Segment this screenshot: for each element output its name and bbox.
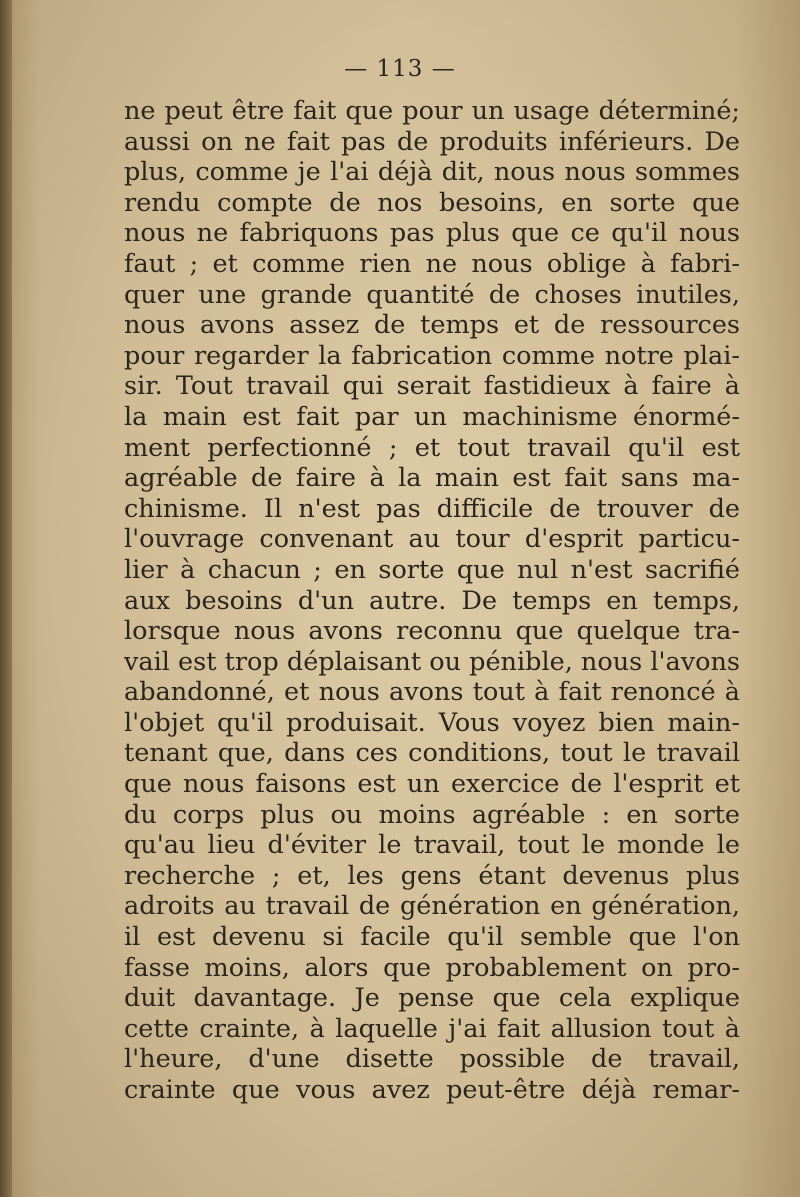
text-line: aussi on ne fait pas de produits inférieurs. De xyxy=(124,126,740,157)
text-line: pour regarder la fabrication comme notre plai- xyxy=(124,340,740,371)
text-line: l'ouvrage convenant au tour d'esprit particu- xyxy=(124,524,740,555)
text-line: sir. Tout travail qui serait fastidieux à faire à xyxy=(124,371,740,402)
text-line: agréable de faire à la main est fait sans ma- xyxy=(124,463,740,494)
text-line: du corps plus ou moins agréable : en sorte xyxy=(124,799,740,830)
text-line: nous avons assez de temps et de ressources xyxy=(124,310,740,341)
text-line: chinisme. Il n'est pas difficile de trouver de xyxy=(124,493,740,524)
text-line: ne peut être fait que pour un usage déterminé; xyxy=(124,96,740,126)
text-line: vail est trop déplaisant ou pénible, nous l'avons xyxy=(124,646,740,677)
text-line: l'heure, d'une disette possible de travail, xyxy=(124,1044,740,1075)
text-line: faut ; et comme rien ne nous oblige à fabri- xyxy=(124,248,740,279)
text-line: duit davantage. Je pense que cela explique xyxy=(124,983,740,1014)
page-spine-edge xyxy=(0,0,12,1197)
text-line: lorsque nous avons reconnu que quelque tra- xyxy=(124,616,740,647)
text-line: nous ne fabriquons pas plus que ce qu'il nous xyxy=(124,218,740,249)
text-line: plus, comme je l'ai déjà dit, nous nous sommes xyxy=(124,157,740,188)
text-line: aux besoins d'un autre. De temps en temps, xyxy=(124,585,740,616)
body-text xyxy=(124,96,740,1106)
text-line: la main est fait par un machinisme énormé- xyxy=(124,401,740,432)
text-line: l'objet qu'il produisait. Vous voyez bien main- xyxy=(124,707,740,738)
text-line: crainte que vous avez peut-être déjà remar- xyxy=(124,1075,740,1105)
text-line: abandonné, et nous avons tout à fait renoncé à xyxy=(124,677,740,708)
text-line: quer une grande quantité de choses inutiles, xyxy=(124,279,740,310)
text-line: cette crainte, à laquelle j'ai fait allusion tout à xyxy=(124,1013,740,1044)
text-line: recherche ; et, les gens étant devenus plus xyxy=(124,860,740,891)
text-line: qu'au lieu d'éviter le travail, tout le monde le xyxy=(124,830,740,861)
page-number: — 113 — xyxy=(344,56,456,82)
text-line: fasse moins, alors que probablement on pro- xyxy=(124,952,740,983)
text-line: que nous faisons est un exercice de l'esprit et xyxy=(124,769,740,800)
text-line: adroits au travail de génération en génération, xyxy=(124,891,740,922)
text-line: tenant que, dans ces conditions, tout le travail xyxy=(124,738,740,769)
text-line: rendu compte de nos besoins, en sorte que xyxy=(124,187,740,218)
text-line: lier à chacun ; en sorte que nul n'est sacrifié xyxy=(124,554,740,585)
text-line: ment perfectionné ; et tout travail qu'il est xyxy=(124,432,740,463)
text-line: il est devenu si facile qu'il semble que l'on xyxy=(124,922,740,953)
